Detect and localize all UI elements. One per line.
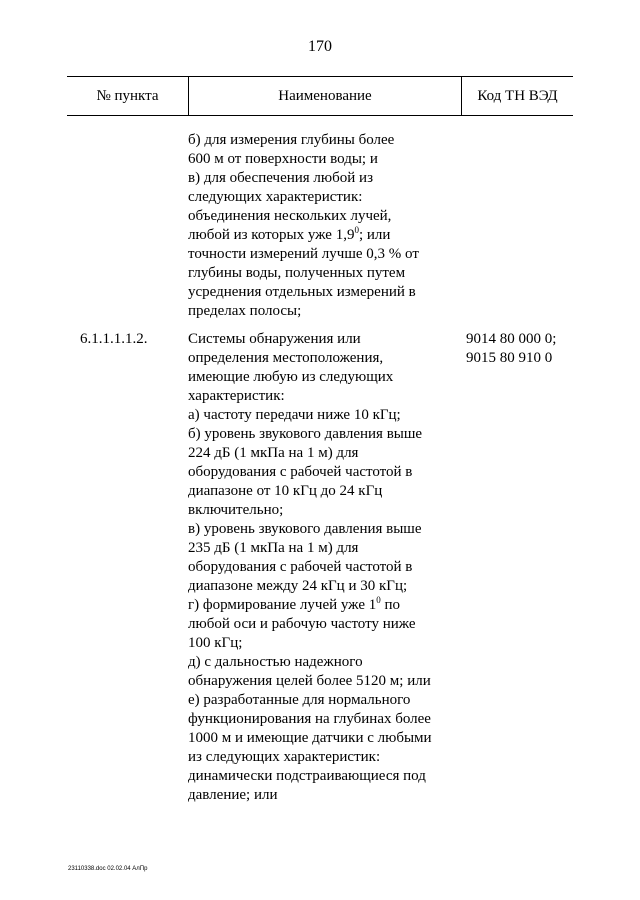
line-text: точности измерений лучше 0,3 % от	[188, 246, 419, 262]
continuation-line	[188, 207, 419, 226]
line-text: характеристик:	[188, 388, 285, 404]
table-header	[67, 76, 573, 116]
item-line	[188, 691, 432, 710]
item-line	[188, 387, 432, 406]
continuation-line	[188, 131, 419, 150]
item-line	[188, 539, 432, 558]
item-line	[188, 786, 432, 805]
continuation-line	[188, 283, 419, 302]
continuation-line	[188, 302, 419, 321]
continuation-line	[188, 150, 419, 169]
line-text: б) для измерения глубины более	[188, 132, 395, 148]
line-text: глубины воды, полученных путем	[188, 265, 406, 281]
line-text: определения местоположения,	[188, 350, 384, 366]
header-item-number: № пункта	[96, 88, 159, 104]
continuation-line	[188, 226, 419, 245]
code-line: 9015 80 910 0	[466, 350, 553, 366]
line-text: б) уровень звукового давления выше	[188, 426, 423, 442]
line-text: е) разработанные для нормального	[188, 692, 411, 708]
item-line	[188, 729, 432, 748]
line-text: включительно;	[188, 502, 284, 518]
line-text: 1000 м и имеющие датчики с любыми	[188, 730, 432, 746]
item-line	[188, 368, 432, 387]
item-line	[188, 406, 432, 425]
line-text: из следующих характеристик:	[188, 749, 381, 765]
line-text: имеющие любую из следующих	[188, 369, 394, 385]
line-text: любой оси и рабочую частоту ниже	[188, 616, 416, 632]
line-text: диапазоне от 10 кГц до 24 кГц	[188, 483, 383, 499]
item-line	[188, 672, 432, 691]
line-text: оборудования с рабочей частотой в	[188, 464, 413, 480]
item-line	[188, 444, 432, 463]
item-description	[188, 330, 432, 805]
item-line	[188, 653, 432, 672]
item-codes	[466, 330, 556, 368]
continuation-text	[188, 131, 419, 321]
continuation-line	[188, 245, 419, 264]
code-line: 9014 80 000 0;	[466, 331, 557, 347]
line-text: 224 дБ (1 мкПа на 1 м) для	[188, 445, 359, 461]
line-text: в) для обеспечения любой из	[188, 170, 373, 186]
line-text: динамически подстраивающиеся под	[188, 768, 426, 784]
item-line	[188, 596, 432, 615]
line-text: 235 дБ (1 мкПа на 1 м) для	[188, 540, 359, 556]
item-line	[188, 748, 432, 767]
item-number: 6.1.1.1.1.2.	[80, 331, 148, 347]
line-text: давление; или	[188, 787, 278, 803]
item-line	[188, 330, 432, 349]
continuation-line	[188, 169, 419, 188]
item-line	[188, 710, 432, 729]
line-text: д) с дальностью надежного	[188, 654, 363, 670]
line-text: 100 кГц;	[188, 635, 243, 651]
header-name: Наименование	[278, 88, 372, 104]
line-text: в) уровень звукового давления выше	[188, 521, 422, 537]
line-text: оборудования с рабочей частотой в	[188, 559, 413, 575]
item-line	[188, 634, 432, 653]
line-text: объединения нескольких лучей,	[188, 208, 392, 224]
line-text: пределах полосы;	[188, 303, 302, 319]
item-line	[188, 520, 432, 539]
line-text: усреднения отдельных измерений в	[188, 284, 416, 300]
line-text: следующих характеристик:	[188, 189, 363, 205]
footer-doc-id: 23110338.doc 02.02.04 АлПр	[68, 866, 148, 872]
line-text: 600 м от поверхности воды; и	[188, 151, 378, 167]
line-text-after: по	[380, 597, 401, 613]
line-text: функционирования на глубинах более	[188, 711, 431, 727]
superscript-degree: 0	[354, 225, 359, 235]
line-text: обнаружения целей более 5120 м; или	[188, 673, 431, 689]
line-text: любой из которых уже 1,9	[188, 227, 355, 243]
item-line	[188, 349, 432, 368]
continuation-line	[188, 188, 419, 207]
page-number: 170	[308, 38, 332, 55]
item-line	[188, 463, 432, 482]
item-line	[188, 425, 432, 444]
item-line	[188, 577, 432, 596]
item-line	[188, 615, 432, 634]
line-text: Системы обнаружения или	[188, 331, 361, 347]
line-text-after: ; или	[358, 227, 391, 243]
line-text: а) частоту передачи ниже 10 кГц;	[188, 407, 401, 423]
item-line	[188, 501, 432, 520]
item-line	[188, 767, 432, 786]
item-line	[188, 482, 432, 501]
header-code: Код ТН ВЭД	[477, 88, 558, 104]
item-line	[188, 558, 432, 577]
superscript-degree: 0	[376, 595, 381, 605]
line-text: г) формирование лучей уже 1	[188, 597, 377, 613]
line-text: диапазоне между 24 кГц и 30 кГц;	[188, 578, 408, 594]
continuation-line	[188, 264, 419, 283]
